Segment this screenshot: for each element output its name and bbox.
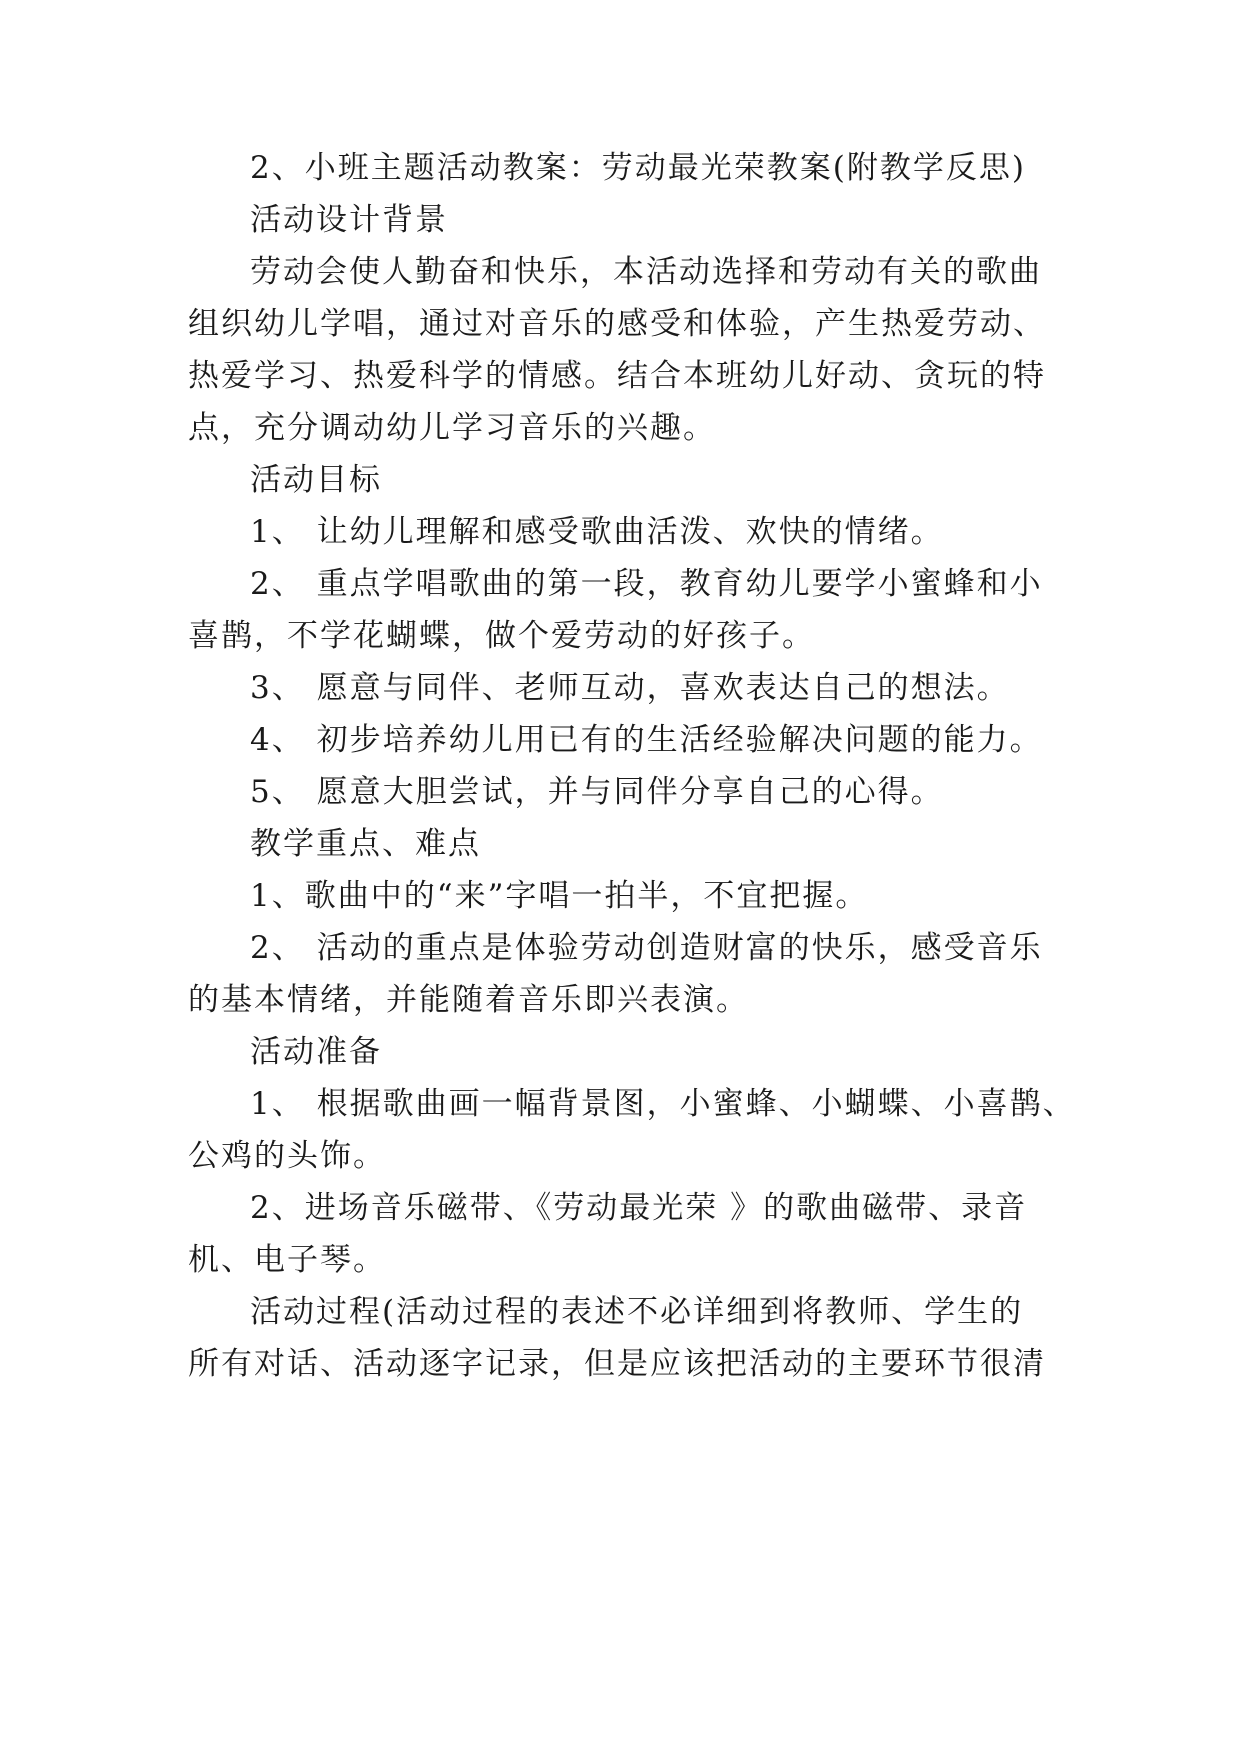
list-item: 2、进场音乐磁带、《劳动最光荣 》的歌曲磁带、录音 [250, 1190, 1028, 1226]
paragraph-line: 活动过程(活动过程的表述不必详细到将教师、学生的 [250, 1294, 1024, 1330]
heading-objectives: 活动目标 [250, 462, 382, 498]
paragraph-line: 热爱学习、热爱科学的情感。结合本班幼儿好动、贪玩的特 [188, 358, 1046, 394]
list-item: 1、歌曲中的“来”字唱一拍半，不宜把握。 [250, 878, 869, 914]
section-title: 2、小班主题活动教案：劳动最光荣教案(附教学反思) [250, 150, 1026, 186]
paragraph-line: 所有对话、活动逐字记录，但是应该把活动的主要环节很清 [188, 1346, 1046, 1382]
list-item: 2、 重点学唱歌曲的第一段，教育幼儿要学小蜜蜂和小 [250, 566, 1043, 602]
heading-preparation: 活动准备 [250, 1034, 382, 1070]
list-item: 2、 活动的重点是体验劳动创造财富的快乐，感受音乐 [250, 930, 1043, 966]
list-item-continuation: 机、电子琴。 [188, 1242, 386, 1278]
list-item: 4、 初步培养幼儿用已有的生活经验解决问题的能力。 [250, 722, 1043, 758]
heading-key-points: 教学重点、难点 [250, 826, 481, 862]
list-item-continuation: 公鸡的头饰。 [188, 1138, 386, 1174]
paragraph-line: 劳动会使人勤奋和快乐，本活动选择和劳动有关的歌曲 [250, 254, 1042, 290]
paragraph-line: 组织幼儿学唱，通过对音乐的感受和体验，产生热爱劳动、 [188, 306, 1046, 342]
list-item-continuation: 的基本情绪，并能随着音乐即兴表演。 [188, 982, 749, 1018]
list-item-continuation: 喜鹊，不学花蝴蝶，做个爱劳动的好孩子。 [188, 618, 815, 654]
list-item: 5、 愿意大胆尝试，并与同伴分享自己的心得。 [250, 774, 944, 810]
list-item: 1、 根据歌曲画一幅背景图，小蜜蜂、小蝴蝶、小喜鹊、 [250, 1086, 1076, 1122]
paragraph-line: 点，充分调动幼儿学习音乐的兴趣。 [188, 410, 716, 446]
list-item: 1、 让幼儿理解和感受歌曲活泼、欢快的情绪。 [250, 514, 944, 550]
heading-design-background: 活动设计背景 [250, 202, 448, 238]
list-item: 3、 愿意与同伴、老师互动，喜欢表达自己的想法。 [250, 670, 1010, 706]
